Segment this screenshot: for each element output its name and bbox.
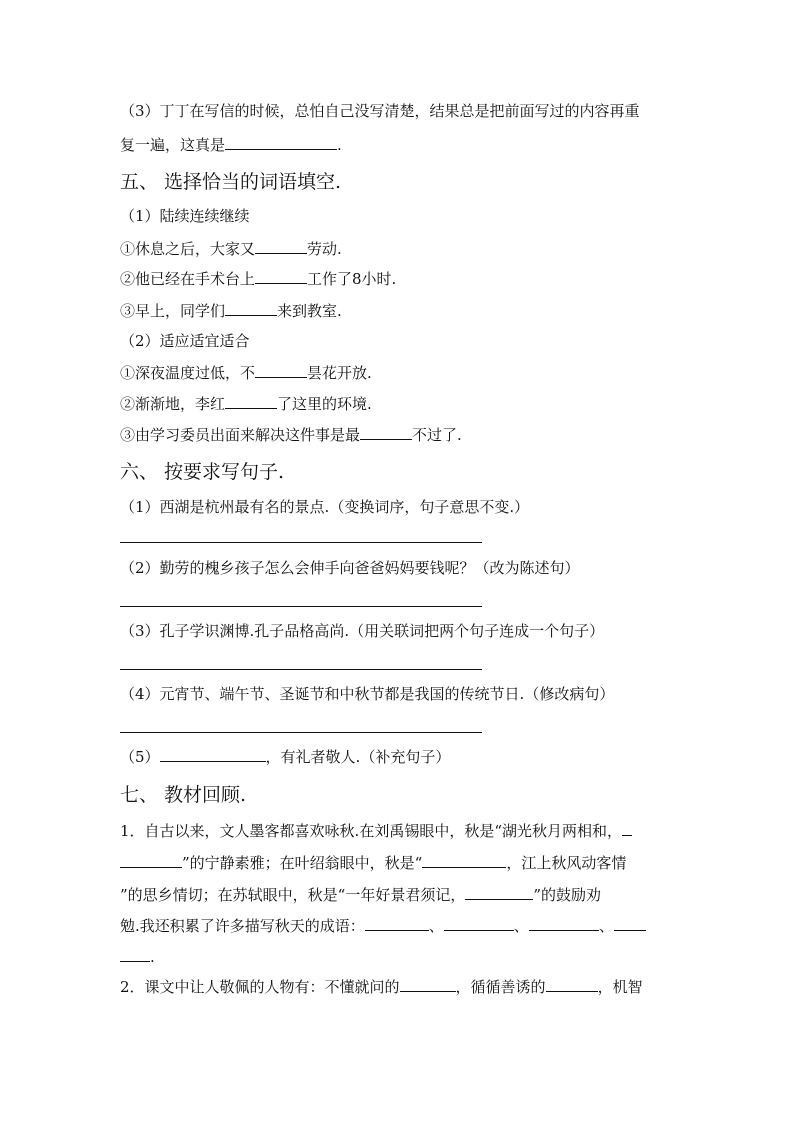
answer-blank[interactable] xyxy=(622,820,632,836)
question-3-text-after: . xyxy=(337,136,342,154)
section-7-title: 七、 教材回顾. xyxy=(120,784,247,806)
section-5-group-1-label: （1）陆续连续继续 xyxy=(120,207,250,225)
question-text: 来到教室. xyxy=(277,302,342,320)
question-text: ②他已经在手术台上 xyxy=(120,270,256,288)
answer-blank[interactable] xyxy=(160,746,266,762)
section-5-group-1-q2 xyxy=(120,268,396,289)
answer-blank[interactable] xyxy=(360,424,412,440)
answer-blank[interactable] xyxy=(255,268,307,284)
paragraph-text: ”的思乡情切；在苏轼眼中，秋是“一年好景君须记， xyxy=(120,886,466,904)
section-6-q1: （1）西湖是杭州最有名的景点.（变换词序，句子意思不变.） xyxy=(120,498,530,516)
paragraph-text: ”的宁静素雅；在叶绍翁眼中，秋是“ xyxy=(182,854,423,872)
answer-blank[interactable] xyxy=(120,946,150,962)
answer-blank[interactable] xyxy=(120,852,182,868)
section-5-group-2-q3 xyxy=(120,424,462,445)
answer-blank[interactable] xyxy=(465,884,533,900)
answer-blank[interactable] xyxy=(225,300,277,316)
question-text: ③早上，同学们 xyxy=(120,302,226,320)
section-6-q5 xyxy=(120,746,450,767)
section-7-p1-line-1 xyxy=(120,820,632,841)
section-5-group-1-q3 xyxy=(120,300,342,321)
answer-blank[interactable] xyxy=(365,915,429,931)
answer-blank[interactable] xyxy=(255,362,307,378)
question-3-line-1: （3）丁丁在写信的时候，总怕自己没写清楚，结果总是把前面写过的内容再重 xyxy=(120,102,640,120)
answer-blank[interactable] xyxy=(225,393,277,409)
paragraph-text: ，江上秋风动客情 xyxy=(506,854,627,872)
answer-blank[interactable] xyxy=(400,976,456,992)
answer-blank[interactable] xyxy=(422,852,506,868)
section-7-p1-line-3 xyxy=(120,884,601,905)
section-6-q3: （3）孔子学识渊博.孔子品格高尚.（用关联词把两个句子连成一个句子） xyxy=(120,622,605,640)
answer-line[interactable] xyxy=(120,606,482,607)
question-text: 工作了8小时. xyxy=(307,270,397,288)
section-6-title: 六、 按要求写句子. xyxy=(120,461,285,483)
answer-line[interactable] xyxy=(120,669,482,670)
section-6-q4: （4）元宵节、端午节、圣诞节和中秋节都是我国的传统节日.（修改病句） xyxy=(120,685,615,703)
question-text: 昙花开放. xyxy=(307,364,372,382)
paragraph-text: ”的鼓励劝 xyxy=(533,886,602,904)
section-7-p1-line-5 xyxy=(120,946,155,967)
question-3-text-before: 复一遍，这真是 xyxy=(120,136,226,154)
section-5-title: 五、 选择恰当的词语填空. xyxy=(120,171,342,193)
section-5-group-2-q2 xyxy=(120,393,372,414)
question-3-line-2 xyxy=(120,134,342,155)
paragraph-text: 1．自古以来，文人墨客都喜欢咏秋.在刘禹锡眼中，秋是“湖光秋月两相和， xyxy=(120,822,622,840)
question-text: ①休息之后，大家又 xyxy=(120,240,256,258)
separator: 、 xyxy=(513,917,529,935)
answer-line[interactable] xyxy=(120,542,482,543)
section-5-group-2-q1 xyxy=(120,362,372,383)
answer-blank[interactable] xyxy=(255,238,307,254)
answer-line[interactable] xyxy=(120,732,482,733)
answer-blank[interactable] xyxy=(546,976,598,992)
paragraph-text: 2．课文中让人敬佩的人物有：不懂就问的 xyxy=(120,978,400,996)
separator: 、 xyxy=(598,917,614,935)
section-5-group-2-label: （2）适应适宜适合 xyxy=(120,332,250,350)
answer-blank[interactable] xyxy=(225,134,337,150)
question-text: 劳动. xyxy=(307,240,342,258)
paragraph-text: . xyxy=(150,948,155,966)
section-7-p2 xyxy=(120,976,643,997)
question-text: ③由学习委员出面来解决这件事是最 xyxy=(120,426,361,444)
question-text: 了这里的环境. xyxy=(277,395,372,413)
answer-blank[interactable] xyxy=(614,915,646,931)
question-text: ①深夜温度过低，不 xyxy=(120,364,256,382)
question-text: （5） xyxy=(120,748,160,766)
section-5-group-1-q1 xyxy=(120,238,342,259)
answer-blank[interactable] xyxy=(529,915,599,931)
separator: 、 xyxy=(428,917,444,935)
question-text: ，有礼者敬人.（补充句子） xyxy=(265,748,451,766)
paragraph-text: ，机智 xyxy=(597,978,643,996)
section-7-p1-line-4 xyxy=(120,915,646,936)
paragraph-text: ，循循善诱的 xyxy=(455,978,546,996)
paragraph-text: 勉.我还积累了许多描写秋天的成语： xyxy=(120,917,365,935)
question-text: ②渐渐地，李红 xyxy=(120,395,226,413)
question-text: 不过了. xyxy=(412,426,462,444)
answer-blank[interactable] xyxy=(444,915,514,931)
section-7-p1-line-2 xyxy=(120,852,626,873)
section-6-q2: （2）勤劳的槐乡孩子怎么会伸手向爸爸妈妈要钱呢？（改为陈述句） xyxy=(120,559,580,577)
